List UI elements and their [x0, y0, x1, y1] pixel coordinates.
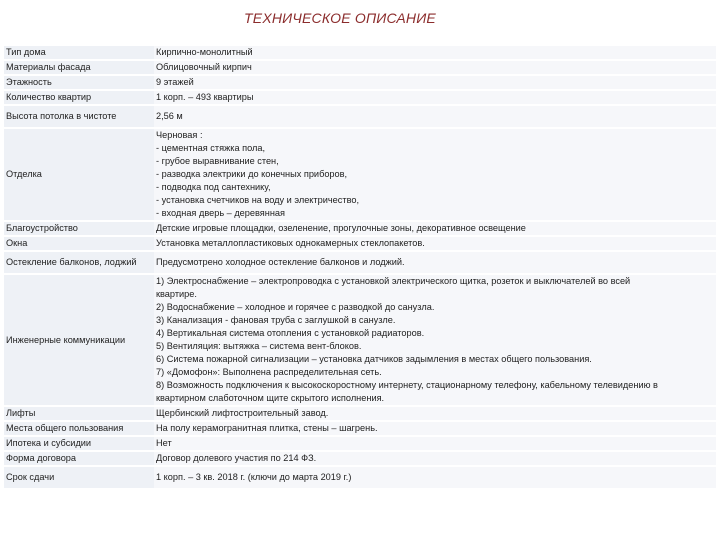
finish-line: - цементная стяжка пола, [156, 143, 266, 153]
engineering-line: квартирном слаботочном щите скрытого исполнения. [156, 393, 385, 403]
table-row [4, 275, 716, 405]
table-row [4, 252, 716, 273]
row-key: Тип дома [4, 46, 154, 59]
row-value: Договор долевого участия по 214 ФЗ. [154, 452, 716, 465]
engineering-line: 6) Система пожарной сигнализации – установка датчиков задымления в местах общего пользования. [156, 354, 592, 364]
table-row [4, 467, 716, 488]
table-row [4, 407, 716, 420]
table-row [4, 129, 716, 220]
row-key: Лифты [4, 407, 154, 420]
row-value: 9 этажей [154, 76, 716, 89]
row-value: На полу керамогранитная плитка, стены – шагрень. [154, 422, 716, 435]
row-key: Высота потолка в чистоте [4, 106, 154, 127]
table-row [4, 237, 716, 250]
table-row [4, 91, 716, 104]
row-key: Благоустройство [4, 222, 154, 235]
row-value: Установка металлопластиковых однокамерных стеклопакетов. [154, 237, 716, 250]
table-row [4, 222, 716, 235]
row-key: Этажность [4, 76, 154, 89]
row-key: Количество квартир [4, 91, 154, 104]
row-value: 2,56 м [154, 106, 716, 127]
row-value [154, 129, 716, 220]
engineering-line: 1) Электроснабжение – электропроводка с установкой электрического щитка, розеток и выключателей во всей [156, 276, 631, 286]
engineering-line: 5) Вентиляция: вытяжка – система вент-блоков. [156, 341, 362, 351]
engineering-line: 2) Водоснабжение – холодное и горячее с разводкой до санузла. [156, 302, 435, 312]
finish-line: - подводка под сантехнику, [156, 182, 271, 192]
page-title: ТЕХНИЧЕСКОЕ ОПИСАНИЕ [244, 10, 436, 26]
engineering-line: 4) Вертикальная система отопления с установкой радиаторов. [156, 328, 425, 338]
row-value: 1 корп. – 493 квартиры [154, 91, 716, 104]
finish-line: - входная дверь – деревянная [156, 208, 285, 218]
table-row [4, 61, 716, 74]
row-value: Детские игровые площадки, озеленение, прогулочные зоны, декоративное освещение [154, 222, 716, 235]
finish-line: - грубое выравнивание стен, [156, 156, 279, 166]
table-row [4, 106, 716, 127]
row-key: Остекление балконов, лоджий [4, 252, 154, 273]
row-key: Окна [4, 237, 154, 250]
engineering-line: квартире. [156, 289, 197, 299]
table-row [4, 437, 716, 450]
engineering-line: 3) Канализация - фановая труба с заглушкой в санузле. [156, 315, 396, 325]
table-row [4, 46, 716, 59]
row-key: Ипотека и субсидии [4, 437, 154, 450]
engineering-line: 7) «Домофон»: Выполнена распределительная сеть. [156, 367, 382, 377]
spec-table [4, 44, 716, 490]
row-key: Форма договора [4, 452, 154, 465]
table-row [4, 452, 716, 465]
row-key: Срок сдачи [4, 467, 154, 488]
row-value: Нет [154, 437, 716, 450]
finish-line: - разводка электрики до конечных приборов, [156, 169, 348, 179]
finish-line: Черновая : [156, 130, 203, 140]
engineering-line: 8) Возможность подключения к высокоскоростному интернету, стационарному телефону, кабельному телевидению в [156, 380, 658, 390]
row-value: Кирпично-монолитный [154, 46, 716, 59]
row-key: Материалы фасада [4, 61, 154, 74]
row-value: Облицовочный кирпич [154, 61, 716, 74]
row-value [154, 275, 716, 405]
finish-line: - установка счетчиков на воду и электричество, [156, 195, 360, 205]
row-key: Места общего пользования [4, 422, 154, 435]
row-value: Щербинский лифтостроительный завод. [154, 407, 716, 420]
table-row [4, 422, 716, 435]
row-key: Инженерные коммуникации [4, 275, 154, 405]
row-key: Отделка [4, 129, 154, 220]
row-value: Предусмотрено холодное остекление балконов и лоджий. [154, 252, 716, 273]
table-row [4, 76, 716, 89]
row-value: 1 корп. – 3 кв. 2018 г. (ключи до марта 2019 г.) [154, 467, 716, 488]
